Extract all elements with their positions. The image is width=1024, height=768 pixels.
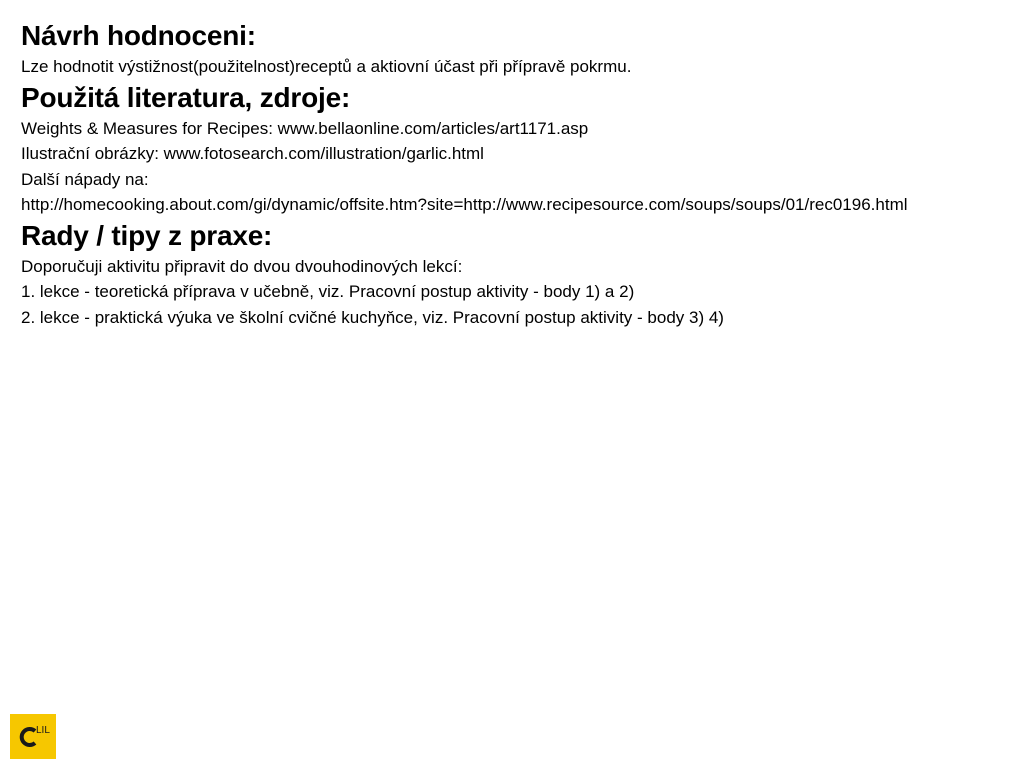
literature-source-illustrations: Ilustrační obrázky: www.fotosearch.com/illustration/garlic.html	[21, 144, 484, 163]
evaluation-heading: Návrh hodnoceni:	[21, 20, 256, 51]
lil-logo-text: LIL	[36, 725, 50, 736]
evaluation-section	[21, 18, 1001, 80]
lil-logo	[10, 714, 56, 759]
slide-content	[21, 18, 1001, 330]
literature-section	[21, 80, 1001, 218]
tips-section	[21, 218, 1001, 331]
literature-heading: Použitá literatura, zdroje:	[21, 81, 351, 113]
literature-more-ideas-label: Další nápady na:	[21, 169, 149, 189]
tips-heading: Rady / tipy z praxe:	[21, 219, 273, 251]
tips-lesson-1: 1. lekce - teoretická příprava v učebně, viz. Pracovní postup aktivity - body 1) a 2)	[21, 282, 635, 301]
literature-more-ideas-url: http://homecooking.about.com/gi/dynamic/offsite.htm?site=http://www.recipesource.com/soups/soups/01/rec0196.html	[21, 195, 908, 214]
literature-source-weights: Weights & Measures for Recipes: www.bellaonline.com/articles/art1171.asp	[21, 118, 589, 138]
tips-lesson-2: 2. lekce - praktická výuka ve školní cvičné kuchyňce, viz. Pracovní postup aktivity - body 3) 4)	[21, 307, 724, 327]
tips-intro: Doporučuji aktivitu připravit do dvou dvouhodinových lekcí:	[21, 256, 463, 276]
lil-logo-mark	[10, 714, 56, 759]
evaluation-text: Lze hodnotit výstižnost(použitelnost)receptů a aktiovní účast při přípravě pokrmu.	[21, 57, 632, 76]
